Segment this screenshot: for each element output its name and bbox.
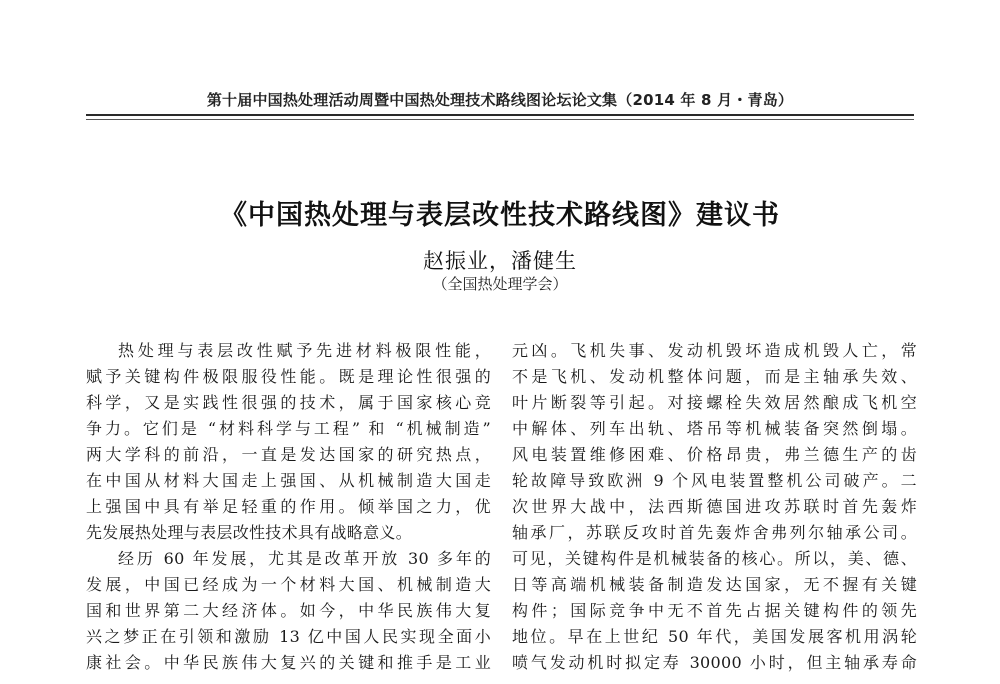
body-line: 不是飞机、发动机整体问题，而是主轴承失效、 bbox=[512, 367, 917, 386]
body-line: 地位。早在上世纪 50 年代，美国发展客机用涡轮 bbox=[512, 627, 917, 646]
left-column bbox=[86, 338, 491, 676]
body-line: 风电装置维修困难、价格昂贵，弗兰德生产的齿 bbox=[512, 445, 917, 464]
body-line: 上强国中具有举足轻重的作用。倾举国之力，优 bbox=[86, 497, 491, 516]
body-line: 轮故障导致欧洲 9 个风电装置整机公司破产。二 bbox=[512, 471, 917, 490]
body-line: 两大学科的前沿，一直是发达国家的研究热点， bbox=[86, 445, 491, 464]
body-line: 喷气发动机时拟定寿 30000 小时，但主轴承寿命 bbox=[512, 653, 917, 672]
authors: 赵振业，潘健生 bbox=[423, 249, 577, 273]
paper-title: 《中国热处理与表层改性技术路线图》建议书 bbox=[220, 200, 780, 231]
body-line: 争力。它们是 “材料科学与工程” 和 “机械制造” bbox=[86, 419, 491, 438]
right-column bbox=[512, 338, 917, 676]
body-line: 经历 60 年发展，尤其是改革开放 30 多年的 bbox=[118, 549, 491, 568]
body-line: 轴承厂，苏联反攻时首先轰炸舍弗列尔轴承公司。 bbox=[512, 523, 917, 542]
body-line: 元凶。飞机失事、发动机毁坏造成机毁人亡，常 bbox=[512, 341, 917, 360]
body-line: 科学，又是实践性很强的技术，属于国家核心竞 bbox=[86, 393, 491, 412]
header-rule-thin bbox=[86, 119, 914, 120]
body-line: 先发展热处理与表层改性技术具有战略意义。 bbox=[86, 523, 413, 542]
affiliation: （全国热处理学会） bbox=[432, 275, 568, 293]
body-line: 中解体、列车出轨、塔吊等机械装备突然倒塌。 bbox=[512, 419, 917, 438]
body-line: 发展，中国已经成为一个材料大国、机械制造大 bbox=[86, 575, 491, 594]
body-line: 康社会。中华民族伟大复兴的关键和推手是工业 bbox=[86, 653, 491, 672]
body-line: 构件；国际竞争中无不首先占据关键构件的领先 bbox=[512, 601, 917, 620]
body-line: 叶片断裂等引起。对接螺栓失效居然酿成飞机空 bbox=[512, 393, 917, 412]
running-header: 第十届中国热处理活动周暨中国热处理技术路线图论坛论文集（2014 年 8 月・青岛） bbox=[206, 91, 794, 109]
body-line: 日等高端机械装备制造发达国家，无不握有关键 bbox=[512, 575, 917, 594]
body-line: 热处理与表层改性赋予先进材料极限性能， bbox=[118, 341, 491, 360]
body-line: 国和世界第二大经济体。如今，中华民族伟大复 bbox=[86, 601, 491, 620]
body-line: 兴之梦正在引领和激励 13 亿中国人民实现全面小 bbox=[86, 627, 491, 646]
body-line: 次世界大战中，法西斯德国进攻苏联时首先轰炸 bbox=[512, 497, 917, 516]
body-line: 可见，关键构件是机械装备的核心。所以，美、德、 bbox=[512, 549, 917, 568]
body-line: 在中国从材料大国走上强国、从机械制造大国走 bbox=[86, 471, 491, 490]
header-rule bbox=[86, 114, 914, 116]
body-line: 赋予关键构件极限服役性能。既是理论性很强的 bbox=[86, 367, 491, 386]
